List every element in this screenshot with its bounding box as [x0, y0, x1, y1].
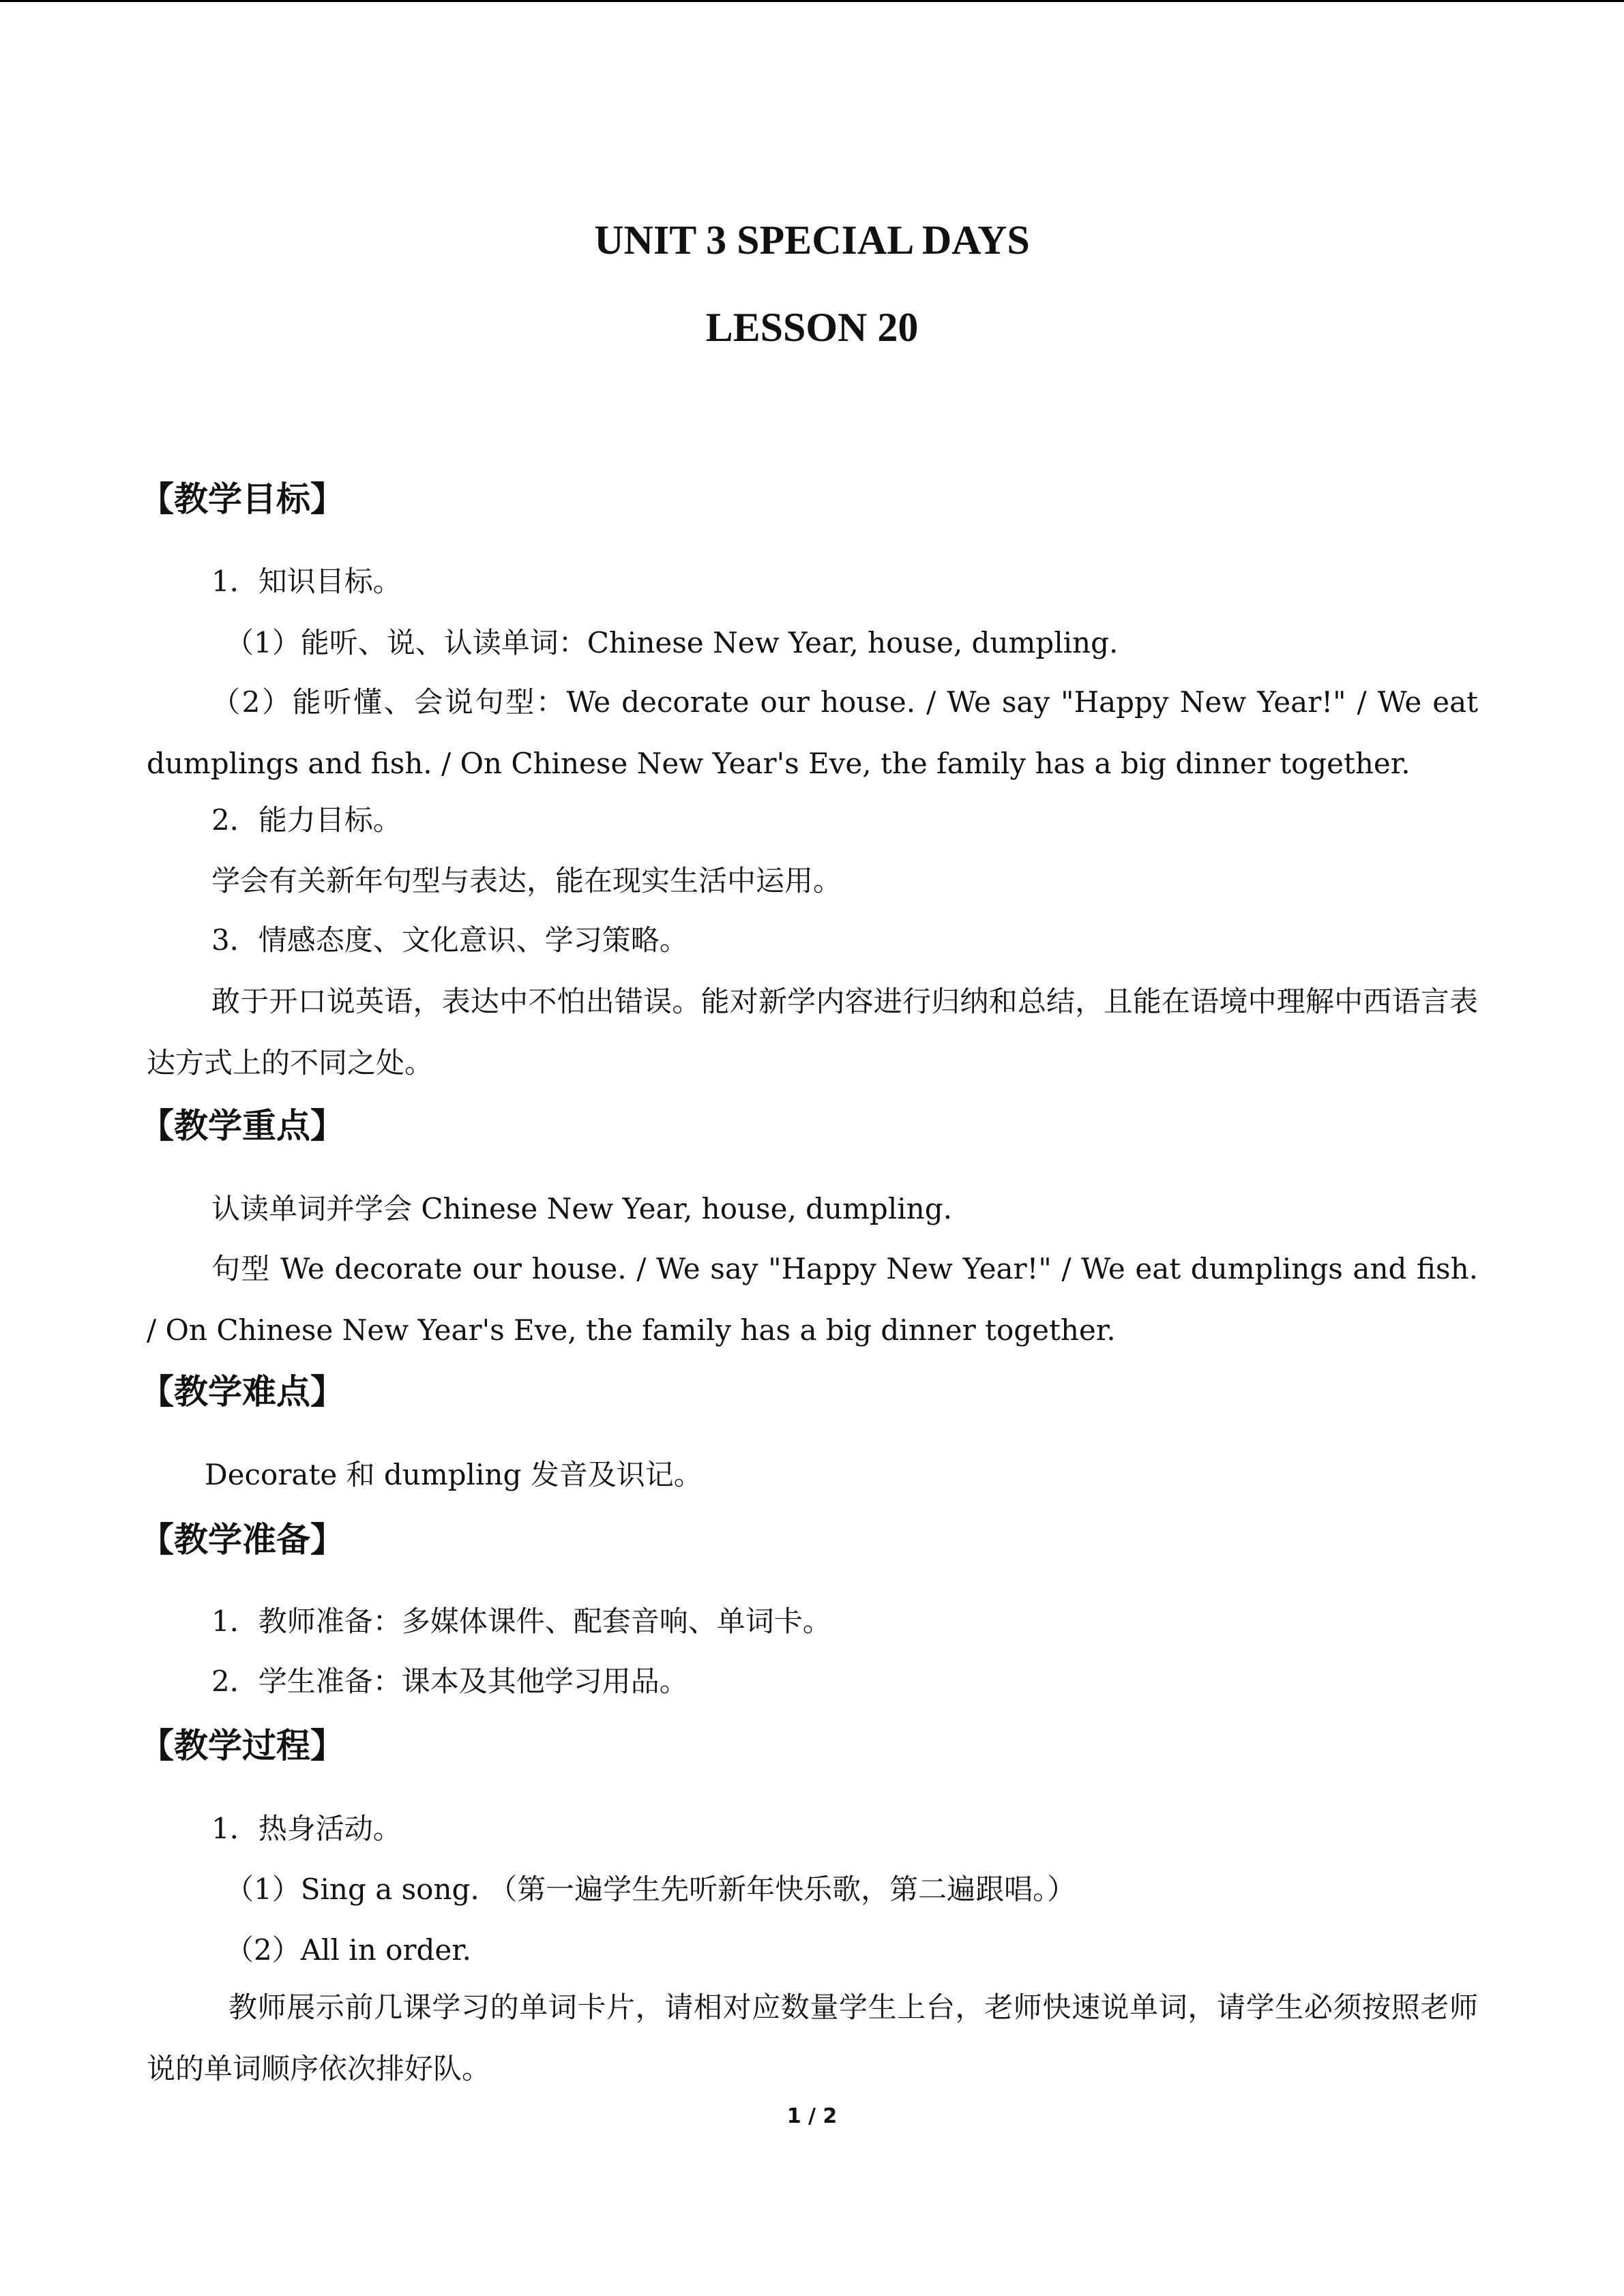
warmup-item-2-text: 教师展示前几课学习的单词卡片，请相对应数量学生上台，老师快速说单词，请学生必须按照老师说的单词顺序依次排好队。	[147, 1991, 1478, 2085]
warmup-item-2: （2）All in order.	[225, 1933, 472, 1967]
preparation-heading: 【教学准备】	[140, 1520, 344, 1560]
student-preparation: 2．学生准备：课本及其他学习用品。	[211, 1665, 688, 1698]
key-points-words: 认读单词并学会 Chinese New Year, house, dumpling.	[211, 1192, 952, 1225]
difficulties-text: Decorate 和 dumpling 发音及识记。	[205, 1458, 703, 1491]
warmup-title: 1．热身活动。	[211, 1812, 402, 1845]
ability-objective-title: 2．能力目标。	[211, 803, 402, 837]
knowledge-objective-2: （2）能听懂、会说句型：We decorate our house. / We say "Happy New Year!" / We eat dumplings and fish. / On Chinese New Year's Eve, the family has a big dinner together.	[147, 685, 1478, 780]
objectives-heading: 【教学目标】	[140, 479, 344, 519]
warmup-item-1: （1）Sing a song. （第一遍学生先听新年快乐歌，第二遍跟唱。）	[225, 1873, 1076, 1906]
key-points-sentences: 句型 We decorate our house. / We say "Happy New Year!" / We eat dumplings and fish. / On Chinese New Year's Eve, the family has a big dinner together.	[147, 1252, 1478, 1347]
process-heading: 【教学过程】	[140, 1726, 344, 1765]
ability-objective-text: 学会有关新年句型与表达，能在现实生活中运用。	[211, 864, 842, 897]
lesson-title: LESSON 20	[705, 305, 919, 350]
key-points-heading: 【教学重点】	[140, 1106, 344, 1146]
teacher-preparation: 1．教师准备：多媒体课件、配套音响、单词卡。	[211, 1605, 831, 1638]
page-number: 1 / 2	[786, 2104, 838, 2128]
difficulties-heading: 【教学难点】	[140, 1372, 344, 1412]
knowledge-objective-1: （1）能听、说、认读单词：Chinese New Year, house, dumpling.	[225, 626, 1119, 659]
emotion-objective-title: 3．情感态度、文化意识、学习策略。	[211, 923, 688, 957]
unit-title: UNIT 3 SPECIAL DAYS	[594, 218, 1030, 263]
top-border	[0, 0, 1624, 2]
emotion-objective-text: 敢于开口说英语，表达中不怕出错误。能对新学内容进行归纳和总结，且能在语境中理解中西语言表达方式上的不同之处。	[147, 985, 1478, 1079]
knowledge-objective-title: 1．知识目标。	[211, 565, 402, 598]
